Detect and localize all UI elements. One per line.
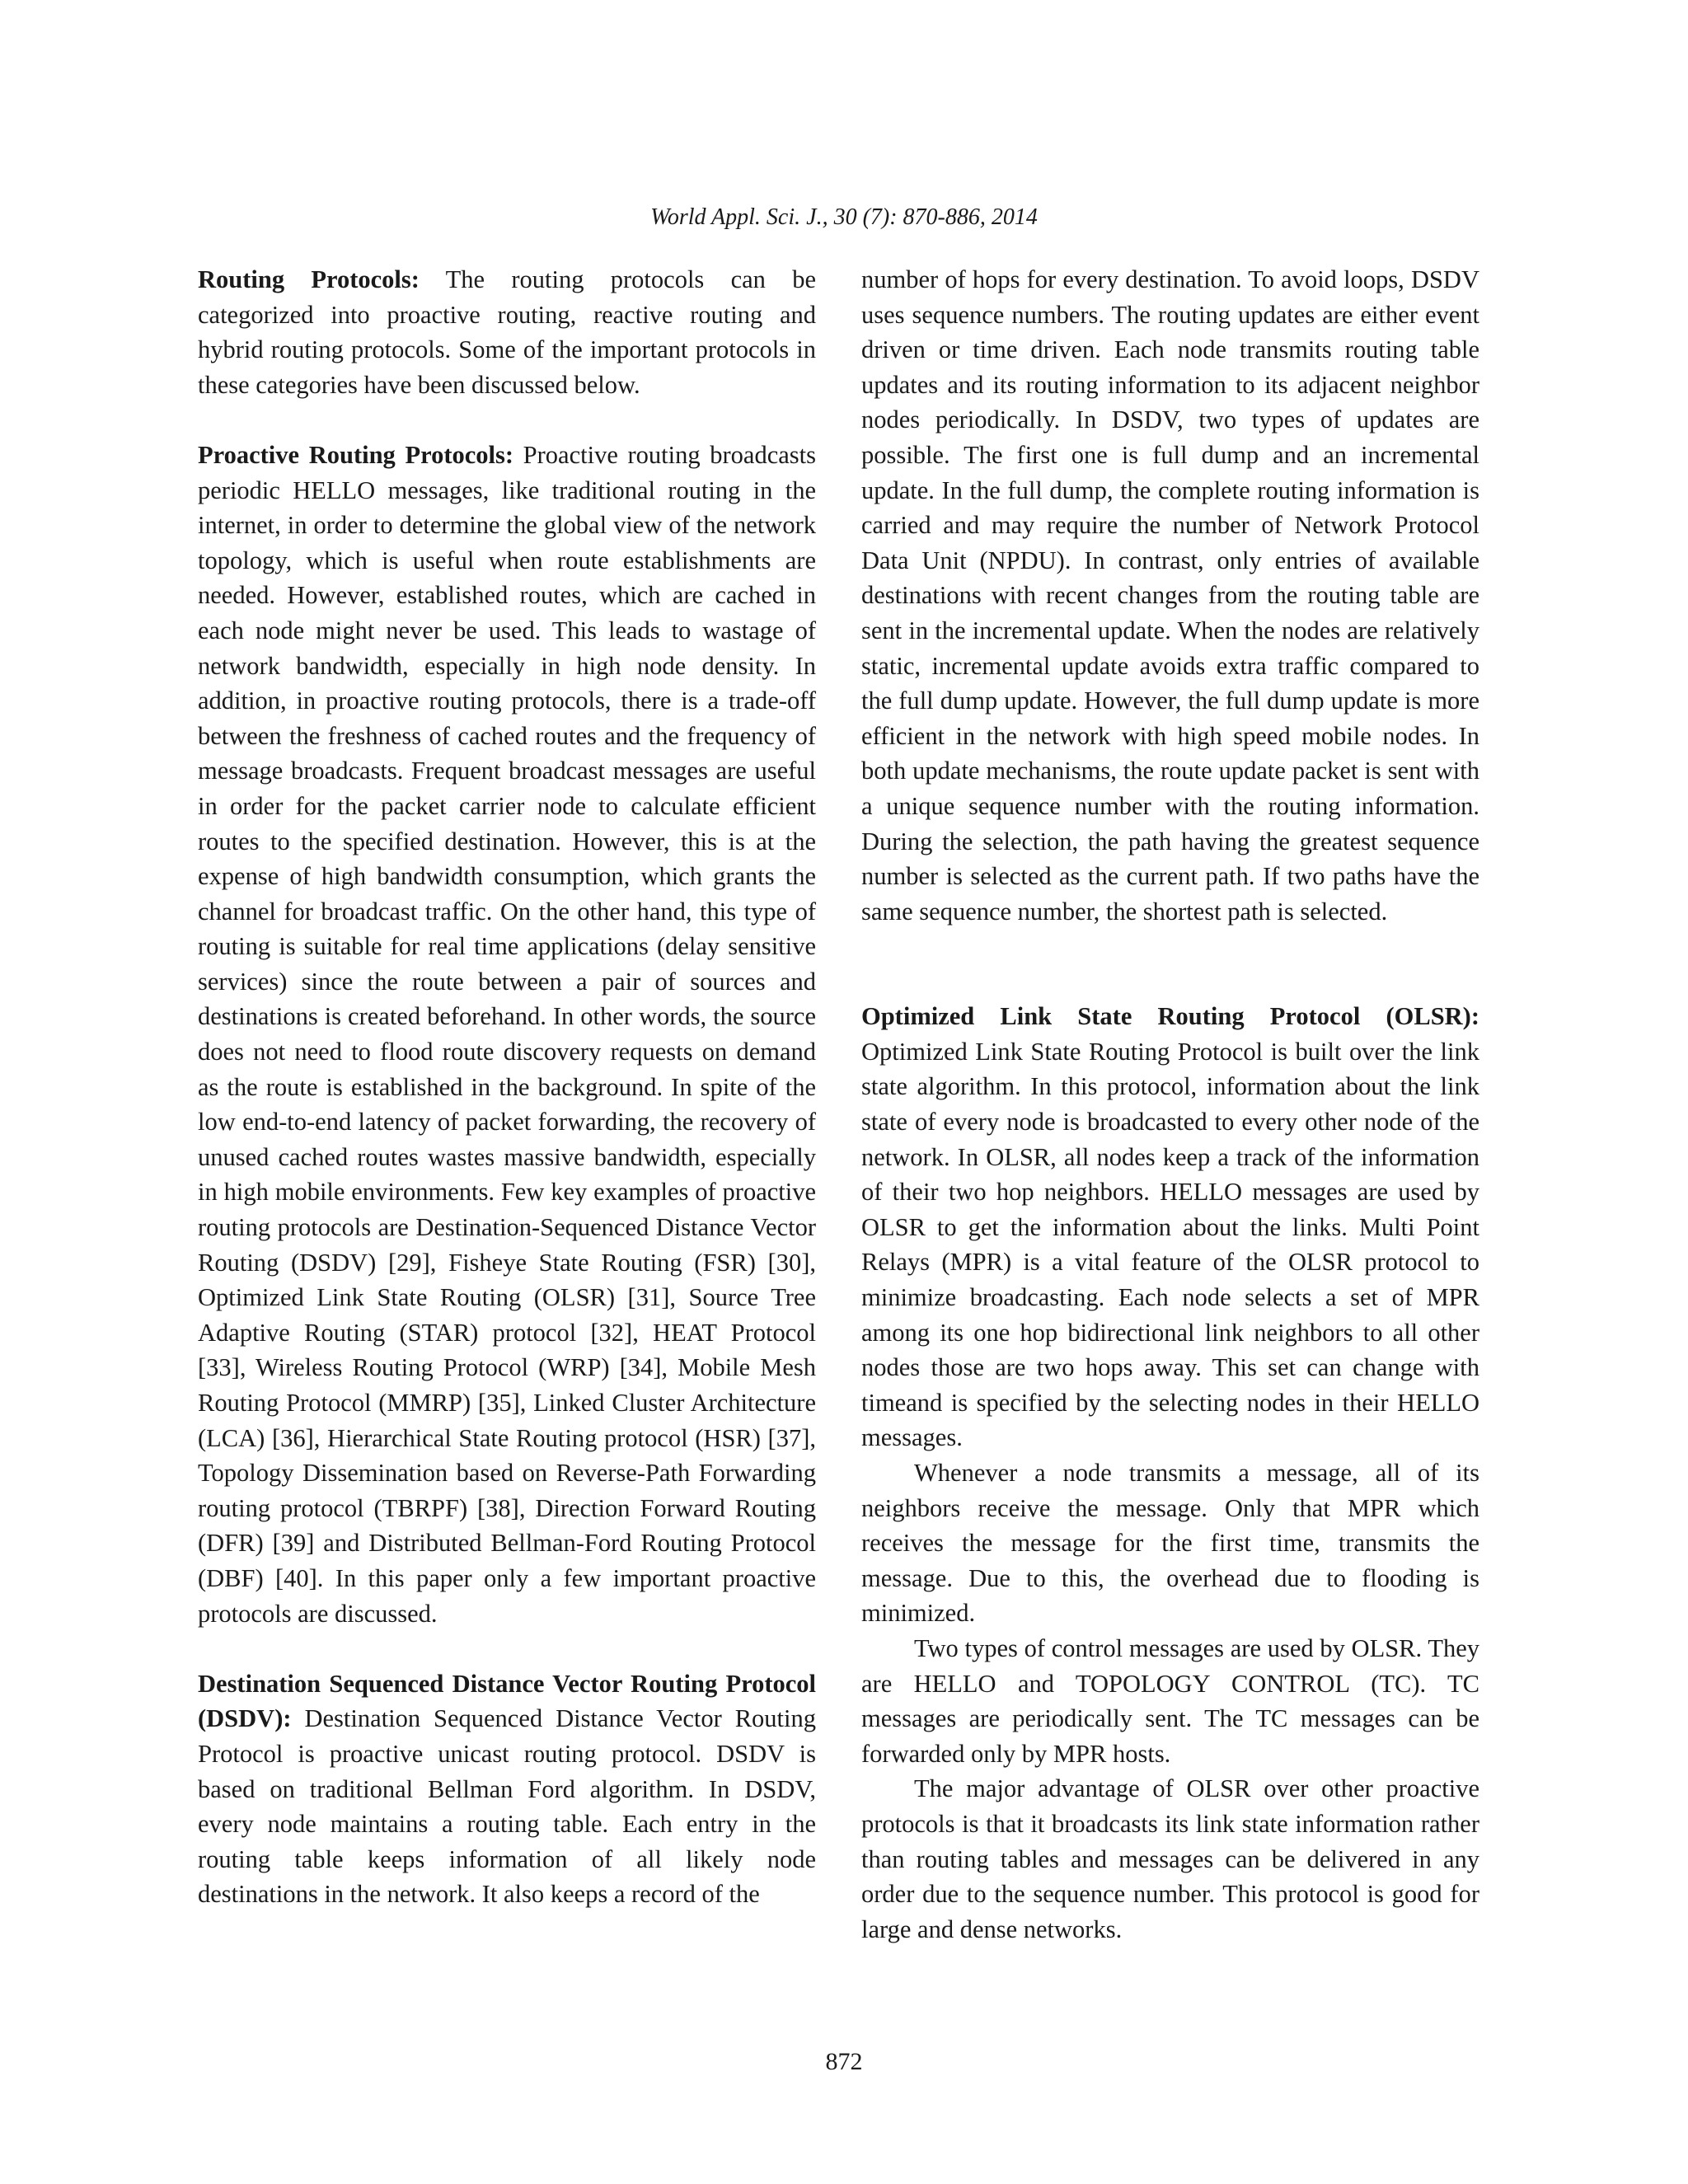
right-column: [861, 262, 1479, 1947]
section-heading-dsdv: Destination Sequenced Distance Vector Routing Protocol (DSDV):: [198, 1669, 816, 1733]
paragraph-text: Proactive routing broadcasts periodic HELLO messages, like traditional routing in the internet, in order to determine the global view of the network topology, which is useful when route establishments are needed. However, established routes, which are cached in each node might never be used. This leads to wastage of network bandwidth, especially in high node density. In addition, in proactive routing protocols, there is a trade-off between the freshness of cached routes and the frequency of message broadcasts. Frequent broadcast messages are useful in order for the packet carrier node to calculate efficient routes to the specified destination. However, this is at the expense of high bandwidth consumption, which grants the channel for broadcast traffic. On the other hand, this type of routing is suitable for real time applications (delay sensitive services) since the route between a pair of sources and destinations is created beforehand. In other words, the source does not need to flood route discovery requests on demand as the route is established in the background. In spite of the low end-to-end latency of packet forwarding, the recovery of unused cached routes wastes massive bandwidth, especially in high mobile environments. Few key examples of proactive routing protocols are Destination-Sequenced Distance Vector Routing (DSDV) [29], Fisheye State Routing (FSR) [30], Optimized Link State Routing (OLSR) [31], Source Tree Adaptive Routing (STAR) protocol [32], HEAT Protocol [33], Wireless Routing Protocol (WRP) [34], Mobile Mesh Routing Protocol (MMRP) [35], Linked Cluster Architecture (LCA) [36], Hierarchical State Routing protocol (HSR) [37], Topology Dissemination based on Reverse-Path Forwarding routing protocol (TBRPF) [38], Direction Forward Routing (DFR) [39] and Distributed Bellman-Ford Routing Protocol (DBF) [40]. In this paper only a few important proactive protocols are discussed.: [198, 440, 817, 1628]
paragraph-text: The major advantage of OLSR over other proactive protocols is that it broadcasts its link state information rather than routing tables and messages can be delivered in any order due to the sequence number. This protocol is good for large and dense networks.: [861, 1774, 1479, 1943]
section-heading-routing-protocols: Routing Protocols:: [198, 265, 420, 293]
section-heading-olsr: Optimized Link State Routing Protocol (OLSR):: [861, 1002, 1479, 1031]
paragraph-text: Two types of control messages are used by OLSR. They are HELLO and TOPOLOGY CONTROL (TC). TC messages are periodically sent. The TC messages can be forwarded only by MPR hosts.: [861, 1633, 1479, 1768]
paragraph-text: Whenever a node transmits a message, all of its neighbors receive the message. Only that MPR which receives the message for the first time, transmits the message. Due to this, the overhead due to flooding is minimized.: [861, 1459, 1479, 1628]
paragraph-dsdv: [198, 1666, 816, 1912]
paragraph-olsr-advantage: [861, 1771, 1479, 1947]
paragraph-text: Optimized Link State Routing Protocol is built over the link state algorithm. In this protocol, information about the link state of every node is broadcasted to every other node of the network. In OLSR, all nodes keep a track of the information of their two hop neighbors. HELLO messages are used by OLSR to get the information about the links. Multi Point Relays (MPR) is a vital feature of the OLSR protocol to minimize broadcasting. Each node selects a set of MPR among its one hop bidirectional link neighbors to all other nodes those are two hops away. This set can change with timeand is specified by the selecting nodes in their HELLO messages.: [861, 1037, 1479, 1452]
paragraph-routing-protocols: [198, 262, 816, 402]
paragraph-text: number of hops for every destination. To avoid loops, DSDV uses sequence numbers. The routing updates are either event driven or time driven. Each node transmits routing table updates and its routing information to its adjacent neighbor nodes periodically. In DSDV, two types of updates are possible. The first one is full dump and an incremental update. In the full dump, the complete routing information is carried and may require the number of Network Protocol Data Unit (NPDU). In contrast, only entries of available destinations with recent changes from the routing table are sent in the incremental update. When the nodes are relatively static, incremental update avoids extra traffic compared to the full dump update. However, the full dump update is more efficient in the network with high speed mobile nodes. In both update mechanisms, the route update packet is sent with a unique sequence number with the routing information. During the selection, the path having the greatest sequence number is selected as the current path. If two paths have the same sequence number, the shortest path is selected.: [861, 265, 1479, 926]
paragraph-olsr-mpr: [861, 1455, 1479, 1631]
running-header: World Appl. Sci. J., 30 (7): 870-886, 2014: [650, 204, 1038, 230]
page-number: 872: [825, 2048, 863, 2075]
paragraph-text: The routing protocols can be categorized into proactive routing, reactive routing and hybrid routing protocols. Some of the important protocols in these categories have been discussed below.: [198, 265, 816, 399]
left-column: [198, 262, 816, 1912]
section-heading-proactive-routing: Proactive Routing Protocols:: [198, 440, 514, 469]
paragraph-olsr-control-messages: [861, 1631, 1479, 1771]
paragraph-text: Destination Sequenced Distance Vector Routing Protocol is proactive unicast routing protocol. DSDV is based on traditional Bellman Ford algorithm. In DSDV, every node maintains a routing table. Each entry in the routing table keeps information of all likely node destinations in the network. It also keeps a record of the: [198, 1704, 816, 1909]
paragraph-dsdv-continued: [861, 262, 1479, 929]
paragraph-proactive-routing: [198, 438, 816, 1631]
paragraph-olsr: [861, 999, 1479, 1455]
